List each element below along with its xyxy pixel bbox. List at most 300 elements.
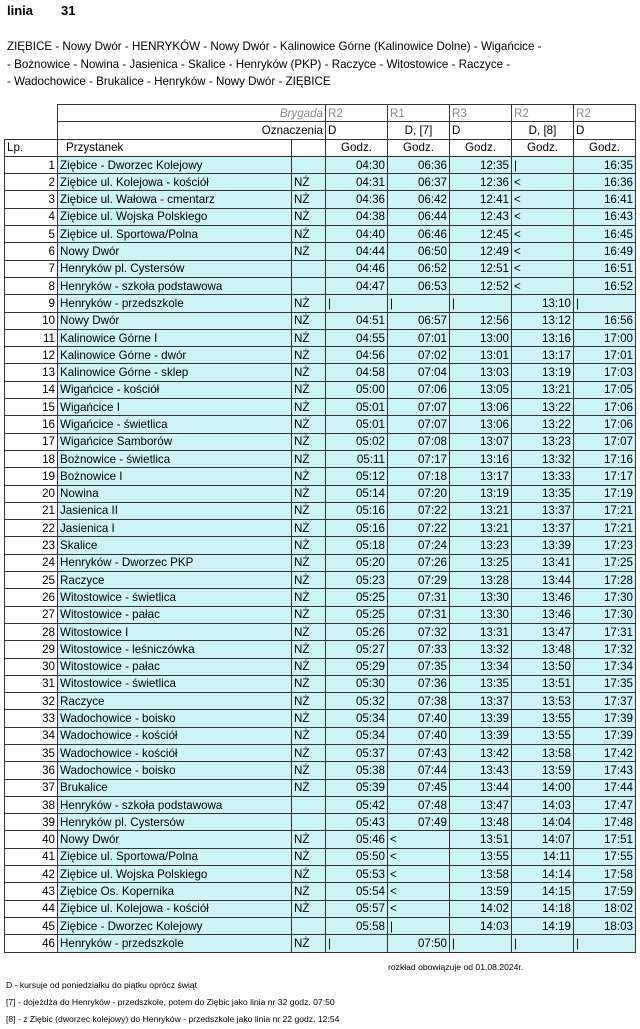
departure-time: 17:39 <box>574 727 636 744</box>
departure-time: 17:48 <box>574 814 636 831</box>
departure-time: 05:02 <box>326 433 388 450</box>
departure-time: 05:01 <box>326 399 388 416</box>
departure-time: < <box>512 191 574 208</box>
row-number: 46 <box>5 935 58 952</box>
table-row <box>5 917 636 934</box>
departure-time: 13:17 <box>512 347 574 364</box>
table-row <box>5 900 636 917</box>
row-number: 10 <box>5 312 58 329</box>
row-number: 1 <box>5 156 58 173</box>
departure-time: 05:27 <box>326 641 388 658</box>
table-row <box>5 329 636 346</box>
departure-time: 17:51 <box>574 831 636 848</box>
request-stop-flag: NŻ <box>292 537 326 554</box>
departure-time: 07:01 <box>388 329 450 346</box>
departure-time: 04:36 <box>326 191 388 208</box>
departure-time: 07:36 <box>388 675 450 692</box>
departure-time: 07:31 <box>388 606 450 623</box>
departure-time: 07:17 <box>388 450 450 467</box>
departure-time: 07:07 <box>388 399 450 416</box>
departure-time: 13:59 <box>512 762 574 779</box>
departure-time: 07:04 <box>388 364 450 381</box>
table-row <box>5 156 636 173</box>
departure-time: 05:32 <box>326 693 388 710</box>
stop-name: Raczyce <box>58 572 292 589</box>
request-stop-flag <box>292 917 326 934</box>
departure-time: 05:58 <box>326 917 388 934</box>
row-number: 23 <box>5 537 58 554</box>
row-number: 27 <box>5 606 58 623</box>
request-stop-flag: NŻ <box>292 779 326 796</box>
departure-time: 04:56 <box>326 347 388 364</box>
departure-time: < <box>512 243 574 260</box>
stop-name: Witostowice - pałac <box>58 658 292 675</box>
stop-name: Wadochowice - kościół <box>58 744 292 761</box>
departure-time: 05:30 <box>326 675 388 692</box>
departure-time: 17:25 <box>574 554 636 571</box>
row-number: 36 <box>5 762 58 779</box>
departure-time: 06:46 <box>388 226 450 243</box>
departure-time: 14:02 <box>450 900 512 917</box>
departure-time: 14:03 <box>450 917 512 934</box>
request-stop-flag <box>292 277 326 294</box>
row-number: 6 <box>5 243 58 260</box>
departure-time: 05:38 <box>326 762 388 779</box>
table-row <box>5 796 636 813</box>
departure-time: 16:51 <box>574 260 636 277</box>
departure-time: 17:17 <box>574 468 636 485</box>
departure-time: 13:30 <box>450 606 512 623</box>
request-stop-flag: NŻ <box>292 658 326 675</box>
departure-time: 06:57 <box>388 312 450 329</box>
departure-time: 17:00 <box>574 329 636 346</box>
row-number: 12 <box>5 347 58 364</box>
request-stop-flag: NŻ <box>292 347 326 364</box>
stop-name: Henryków - szkoła podstawowa <box>58 277 292 294</box>
departure-time: 05:23 <box>326 572 388 589</box>
stop-name: Brukalice <box>58 779 292 796</box>
request-stop-flag: NŻ <box>292 848 326 865</box>
request-stop-flag: NŻ <box>292 641 326 658</box>
departure-time: < <box>388 883 450 900</box>
departure-time: 16:56 <box>574 312 636 329</box>
request-stop-flag: NŻ <box>292 226 326 243</box>
table-row <box>5 848 636 865</box>
departure-time: 05:50 <box>326 848 388 865</box>
departure-time: | <box>450 935 512 952</box>
stop-name: Jasienica I <box>58 520 292 537</box>
request-stop-flag: NŻ <box>292 295 326 312</box>
departure-time: 13:53 <box>512 693 574 710</box>
request-stop-flag: NŻ <box>292 329 326 346</box>
departure-time: 13:46 <box>512 589 574 606</box>
departure-time: 16:52 <box>574 277 636 294</box>
stop-name: Henryków - Dworzec PKP <box>58 554 292 571</box>
request-stop-flag <box>292 814 326 831</box>
row-number: 3 <box>5 191 58 208</box>
departure-time: 17:31 <box>574 623 636 640</box>
departure-time: 14:19 <box>512 917 574 934</box>
departure-time: 13:23 <box>512 433 574 450</box>
departure-time: | <box>450 295 512 312</box>
stop-name: Kalinowice Górne - sklep <box>58 364 292 381</box>
departure-time: 13:16 <box>512 329 574 346</box>
departure-time: 06:50 <box>388 243 450 260</box>
request-stop-flag <box>292 156 326 173</box>
departure-time: 13:16 <box>450 450 512 467</box>
departure-time: | <box>512 935 574 952</box>
stop-name: Ziębice Os. Kopernika <box>58 883 292 900</box>
row-number: 5 <box>5 226 58 243</box>
departure-time: 05:14 <box>326 485 388 502</box>
departure-time: 13:30 <box>450 589 512 606</box>
brigade-cell: R2 <box>326 105 388 122</box>
departure-time: 07:40 <box>388 727 450 744</box>
departure-time: 07:48 <box>388 796 450 813</box>
departure-time: 14:14 <box>512 866 574 883</box>
table-row <box>5 744 636 761</box>
stop-name: Ziębice ul. Sportowa/Polna <box>58 226 292 243</box>
departure-time: 06:37 <box>388 174 450 191</box>
departure-time: | <box>574 935 636 952</box>
departure-time: 05:11 <box>326 450 388 467</box>
departure-time: 13:51 <box>512 675 574 692</box>
departure-time: 13:35 <box>450 675 512 692</box>
departure-time: 13:21 <box>450 502 512 519</box>
request-stop-flag: NŻ <box>292 710 326 727</box>
request-stop-flag: NŻ <box>292 399 326 416</box>
stop-name: Bożnowice - świetlica <box>58 450 292 467</box>
departure-time: 13:47 <box>450 796 512 813</box>
departure-time: 07:29 <box>388 572 450 589</box>
request-stop-flag: NŻ <box>292 589 326 606</box>
request-stop-flag: NŻ <box>292 727 326 744</box>
row-number: 44 <box>5 900 58 917</box>
departure-time: 05:18 <box>326 537 388 554</box>
row-number: 32 <box>5 693 58 710</box>
departure-time: 13:43 <box>450 762 512 779</box>
line-number: 31 <box>61 3 76 18</box>
departure-time: 13:01 <box>450 347 512 364</box>
request-stop-flag: NŻ <box>292 433 326 450</box>
departure-time: 04:30 <box>326 156 388 173</box>
departure-time: 06:36 <box>388 156 450 173</box>
departure-time: 14:07 <box>512 831 574 848</box>
departure-time: 13:39 <box>450 727 512 744</box>
row-number: 30 <box>5 658 58 675</box>
markings-label: Oznaczenia <box>58 122 326 139</box>
departure-time: 13:31 <box>450 623 512 640</box>
departure-time: 06:52 <box>388 260 450 277</box>
departure-time: 17:21 <box>574 520 636 537</box>
departure-time: 05:25 <box>326 589 388 606</box>
table-row <box>5 485 636 502</box>
departure-time: 04:40 <box>326 226 388 243</box>
departure-time: 05:37 <box>326 744 388 761</box>
stop-name: Witostowice I <box>58 623 292 640</box>
departure-time: 13:07 <box>450 433 512 450</box>
departure-time: < <box>388 900 450 917</box>
stop-name: Raczyce <box>58 693 292 710</box>
departure-time: 13:19 <box>450 485 512 502</box>
table-row <box>5 416 636 433</box>
request-stop-flag <box>292 260 326 277</box>
request-stop-flag: NŻ <box>292 416 326 433</box>
request-stop-flag: NŻ <box>292 900 326 917</box>
request-stop-flag <box>292 796 326 813</box>
stop-name: Ziębice ul. Wojska Polskiego <box>58 866 292 883</box>
request-stop-flag: NŻ <box>292 520 326 537</box>
stop-name: Henryków - przedszkole <box>58 935 292 952</box>
line-label: linia <box>7 3 34 18</box>
departure-time: 05:12 <box>326 468 388 485</box>
departure-time: 18:02 <box>574 900 636 917</box>
departure-time: 07:43 <box>388 744 450 761</box>
request-stop-flag: NŻ <box>292 450 326 467</box>
departure-time: < <box>512 277 574 294</box>
row-number: 21 <box>5 502 58 519</box>
departure-time: 17:32 <box>574 641 636 658</box>
table-row <box>5 641 636 658</box>
departure-time: 05:16 <box>326 502 388 519</box>
departure-time: 07:06 <box>388 381 450 398</box>
table-row <box>5 468 636 485</box>
row-number: 20 <box>5 485 58 502</box>
departure-time: 13:50 <box>512 658 574 675</box>
departure-time: 13:32 <box>450 641 512 658</box>
brigade-row <box>5 105 636 122</box>
time-header: Godz. <box>574 139 636 156</box>
departure-time: 07:02 <box>388 347 450 364</box>
row-number: 25 <box>5 572 58 589</box>
departure-time: 13:47 <box>512 623 574 640</box>
row-number: 22 <box>5 520 58 537</box>
departure-time: 05:00 <box>326 381 388 398</box>
row-number: 14 <box>5 381 58 398</box>
departure-time: 13:48 <box>450 814 512 831</box>
departure-time: 05:01 <box>326 416 388 433</box>
departure-time: 16:35 <box>574 156 636 173</box>
table-row <box>5 381 636 398</box>
stop-name: Witostowice - pałac <box>58 606 292 623</box>
departure-time: 14:03 <box>512 796 574 813</box>
departure-time: 17:44 <box>574 779 636 796</box>
stop-name: Ziębice ul. Kolejowa - kościół <box>58 174 292 191</box>
table-row <box>5 831 636 848</box>
departure-time: 07:22 <box>388 520 450 537</box>
route-line: ZIĘBICE - Nowy Dwór - HENRYKÓW - Nowy Dwór - Kalinowice Górne (Kalinowice Dolne) - Wigańcice - <box>7 40 542 53</box>
request-stop-flag: NŻ <box>292 485 326 502</box>
departure-time: 17:34 <box>574 658 636 675</box>
departure-time: 17:06 <box>574 399 636 416</box>
departure-time: 17:43 <box>574 762 636 779</box>
request-stop-flag: NŻ <box>292 693 326 710</box>
request-stop-flag: NŻ <box>292 364 326 381</box>
footnote: [7] - dojeżdża do Henryków - przedszkole, potem do Ziębic jako linia nr 32 godz. 07:50 <box>6 997 335 1007</box>
table-row <box>5 433 636 450</box>
departure-time: 04:44 <box>326 243 388 260</box>
departure-time: 17:55 <box>574 848 636 865</box>
departure-time: 13:05 <box>450 381 512 398</box>
header <box>7 3 76 18</box>
table-row <box>5 935 636 952</box>
row-number: 8 <box>5 277 58 294</box>
table-row <box>5 243 636 260</box>
row-number: 41 <box>5 848 58 865</box>
departure-time: 16:36 <box>574 174 636 191</box>
stop-name: Henryków pl. Cystersów <box>58 260 292 277</box>
departure-time: 12:43 <box>450 208 512 225</box>
departure-time: 04:55 <box>326 329 388 346</box>
departure-time: 16:41 <box>574 191 636 208</box>
row-number: 16 <box>5 416 58 433</box>
table-row <box>5 295 636 312</box>
brigade-cell: R2 <box>574 105 636 122</box>
departure-time: 17:35 <box>574 675 636 692</box>
table-row <box>5 727 636 744</box>
departure-time: 05:46 <box>326 831 388 848</box>
departure-time: 07:44 <box>388 762 450 779</box>
departure-time: < <box>388 866 450 883</box>
departure-time: 16:43 <box>574 208 636 225</box>
departure-time: 13:51 <box>450 831 512 848</box>
departure-time: 13:33 <box>512 468 574 485</box>
departure-time: 06:42 <box>388 191 450 208</box>
row-number: 45 <box>5 917 58 934</box>
stop-name: Kalinowice Górne I <box>58 329 292 346</box>
departure-time: 17:42 <box>574 744 636 761</box>
departure-time: 13:06 <box>450 416 512 433</box>
stop-name: Wigańcice I <box>58 399 292 416</box>
departure-time: 14:18 <box>512 900 574 917</box>
row-number: 35 <box>5 744 58 761</box>
departure-time: 07:33 <box>388 641 450 658</box>
stop-name: Henryków - szkoła podstawowa <box>58 796 292 813</box>
departure-time: 17:47 <box>574 796 636 813</box>
stop-name: Nowy Dwór <box>58 312 292 329</box>
departure-time: 17:21 <box>574 502 636 519</box>
table-row <box>5 675 636 692</box>
departure-time: < <box>512 260 574 277</box>
stop-name: Wadochowice - boisko <box>58 762 292 779</box>
departure-time: 17:19 <box>574 485 636 502</box>
departure-time: 12:45 <box>450 226 512 243</box>
departure-time: 07:24 <box>388 537 450 554</box>
departure-time: 07:35 <box>388 658 450 675</box>
departure-time: 13:03 <box>450 364 512 381</box>
stop-name: Henryków - przedszkole <box>58 295 292 312</box>
stop-name: Wadochowice - boisko <box>58 710 292 727</box>
departure-time: 07:20 <box>388 485 450 502</box>
table-row <box>5 260 636 277</box>
request-stop-flag: NŻ <box>292 866 326 883</box>
stop-name: Wigańcice Samborów <box>58 433 292 450</box>
departure-time: 12:36 <box>450 174 512 191</box>
departure-time: 13:34 <box>450 658 512 675</box>
row-number: 28 <box>5 623 58 640</box>
departure-time: 13:35 <box>512 485 574 502</box>
departure-time: 12:56 <box>450 312 512 329</box>
request-stop-flag: NŻ <box>292 312 326 329</box>
departure-time: 13:37 <box>450 693 512 710</box>
request-stop-flag: NŻ <box>292 191 326 208</box>
request-stop-flag: NŻ <box>292 623 326 640</box>
departure-time: 13:44 <box>512 572 574 589</box>
request-stop-flag: NŻ <box>292 675 326 692</box>
departure-time: 14:11 <box>512 848 574 865</box>
request-stop-flag: NŻ <box>292 208 326 225</box>
departure-time: 17:39 <box>574 710 636 727</box>
row-number: 38 <box>5 796 58 813</box>
stop-name: Kalinowice Górne - dwór <box>58 347 292 364</box>
marking-cell: D <box>326 122 388 139</box>
departure-time: 12:35 <box>450 156 512 173</box>
departure-time: 13:37 <box>512 502 574 519</box>
departure-time: 05:43 <box>326 814 388 831</box>
departure-time: < <box>388 848 450 865</box>
departure-time: 05:53 <box>326 866 388 883</box>
departure-time: 13:39 <box>450 710 512 727</box>
departure-time: | <box>388 917 450 934</box>
stop-name: Wigańcice - kościół <box>58 381 292 398</box>
departure-time: 14:00 <box>512 779 574 796</box>
departure-time: 05:25 <box>326 606 388 623</box>
departure-time: 13:22 <box>512 399 574 416</box>
departure-time: 13:21 <box>450 520 512 537</box>
timetable <box>4 104 636 953</box>
stop-name: Nowy Dwór <box>58 243 292 260</box>
table-row <box>5 399 636 416</box>
stop-name: Witostowice - świetlica <box>58 589 292 606</box>
stop-name: Wadochowice - kościół <box>58 727 292 744</box>
departure-time: < <box>512 226 574 243</box>
footnote: [8] - z Ziębic (dworzec kolejowy) do Henryków - przedszkole jako linia nr 22 godz. 12:54 <box>6 1014 340 1024</box>
table-row <box>5 623 636 640</box>
departure-time: 12:52 <box>450 277 512 294</box>
stop-name: Ziębice - Dworzec Kolejowy <box>58 156 292 173</box>
departure-time: 12:49 <box>450 243 512 260</box>
marking-cell: D, [8] <box>512 122 574 139</box>
departure-time: 04:38 <box>326 208 388 225</box>
departure-time: 07:07 <box>388 416 450 433</box>
departure-time: 05:26 <box>326 623 388 640</box>
stop-name: Ziębice ul. Kolejowa - kościół <box>58 900 292 917</box>
departure-time: 13:21 <box>512 381 574 398</box>
departure-time: | <box>574 295 636 312</box>
departure-time: 13:25 <box>450 554 512 571</box>
departure-time: 05:54 <box>326 883 388 900</box>
departure-time: 07:50 <box>388 935 450 952</box>
column-header-row <box>5 139 636 156</box>
table-row <box>5 450 636 467</box>
row-number: 26 <box>5 589 58 606</box>
row-number: 7 <box>5 260 58 277</box>
departure-time: 05:34 <box>326 727 388 744</box>
table-row <box>5 693 636 710</box>
time-header: Godz. <box>326 139 388 156</box>
row-number: 33 <box>5 710 58 727</box>
departure-time: 16:45 <box>574 226 636 243</box>
departure-time: 13:55 <box>450 848 512 865</box>
brigade-label: Brygada <box>58 105 326 122</box>
table-row <box>5 572 636 589</box>
request-stop-flag: NŻ <box>292 468 326 485</box>
brigade-cell: R1 <box>388 105 450 122</box>
departure-time: 12:51 <box>450 260 512 277</box>
departure-time: 13:22 <box>512 416 574 433</box>
row-number: 18 <box>5 450 58 467</box>
departure-time: 07:45 <box>388 779 450 796</box>
